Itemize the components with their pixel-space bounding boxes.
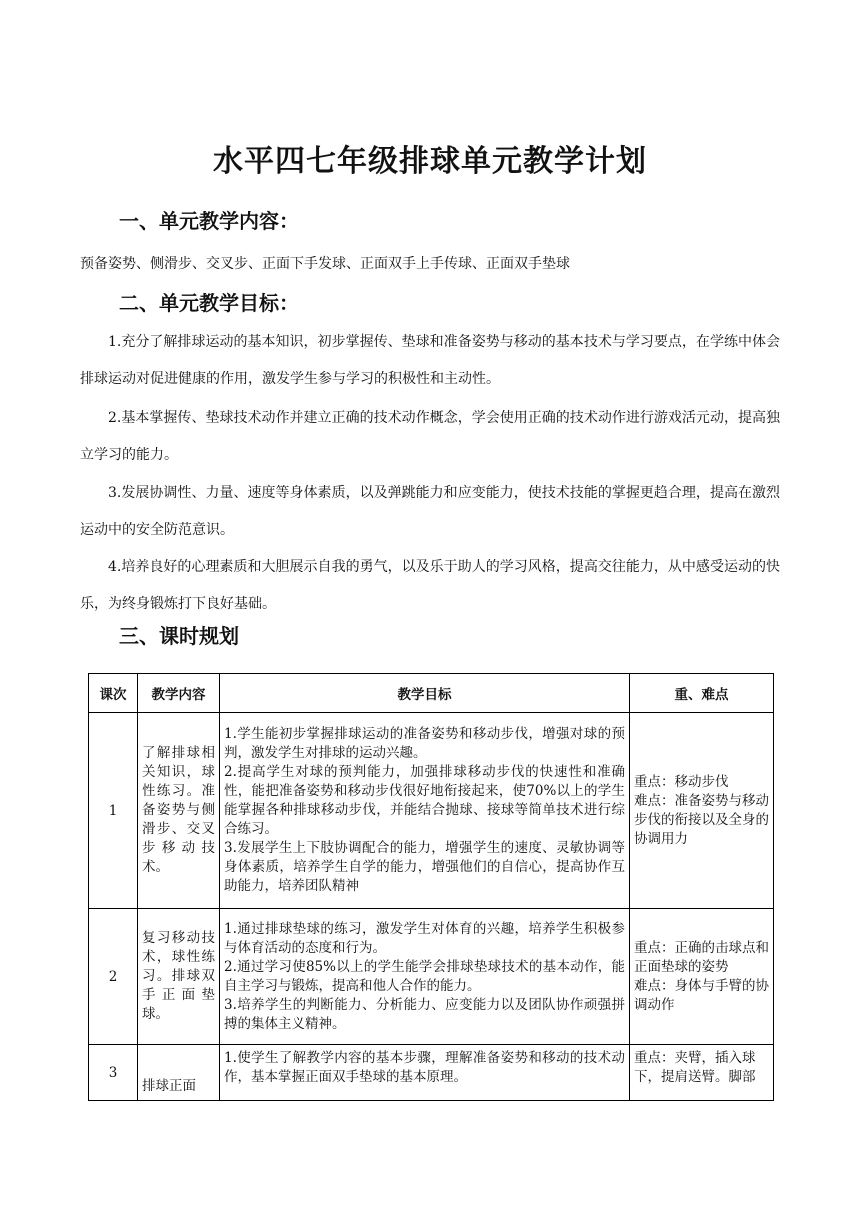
table-row: [89, 1045, 774, 1101]
section-heading-schedule: 三、课时规划: [119, 624, 239, 648]
goal-item: 1.使学生了解教学内容的基本步骤，理解准备姿势和移动的技术动作，基本掌握正面双手垫球的基本原理。: [224, 1050, 625, 1085]
section-heading-content: 一、单元教学内容：: [119, 209, 299, 233]
lesson-goals: [220, 713, 630, 909]
goal-paragraph-2: 2.基本掌握传、垫球技术动作并建立正确的技术动作概念，学会使用正确的技术动作进行游戏活元动，提高独立学习的能力。: [80, 410, 780, 463]
lesson-number: 2: [89, 909, 138, 1045]
lesson-goals: [220, 909, 630, 1045]
header-content: 教学内容: [138, 674, 220, 713]
document-title: 水平四七年级排球单元教学计划: [213, 144, 647, 179]
goal-item: 1.学生能初步掌握排球运动的准备姿势和移动步伐，增强对球的预判，激发学生对排球的运动兴趣。: [224, 726, 625, 761]
goal-paragraph-3: 3.发展协调性、力量、速度等身体素质，以及弹跳能力和应变能力，使技术技能的掌握更趋合理，提高在激烈运动中的安全防范意识。: [80, 485, 780, 538]
lesson-content: 了解排球相关知识，球性练习。准备姿势与侧滑步、交叉步移动技术。: [138, 713, 220, 909]
lesson-goals: [220, 1045, 630, 1101]
lesson-number: 3: [89, 1045, 138, 1101]
lesson-content: 排球正面: [138, 1045, 220, 1101]
goal-paragraph-1: 1.充分了解排球运动的基本知识，初步掌握传、垫球和准备姿势与移动的基本技术与学习要点，在学练中体会排球运动对促进健康的作用，激发学生参与学习的积极性和主动性。: [80, 334, 780, 387]
key-point: 重点：夹臂，插入球下，提肩送臂。脚部: [634, 1050, 756, 1085]
goal-item: 2.通过学习使85%以上的学生能学会排球垫球技术的基本动作，能自主学习与锻炼，提高和他人合作的能力。: [224, 958, 625, 994]
goal-paragraph-4: 4.培养良好的心理素质和大胆展示自我的勇气，以及乐于助人的学习风格，提高交往能力，从中感受运动的快乐，为终身锻炼打下良好基础。: [80, 559, 780, 612]
table-row: [89, 909, 774, 1045]
header-lesson: 课次: [89, 674, 138, 713]
difficulty-point: 难点：身体与手臂的协调动作: [634, 977, 769, 1013]
unit-content-text: 预备姿势、侧滑步、交叉步、正面下手发球、正面双手上手传球、正面双手垫球: [80, 256, 570, 272]
table-row: [89, 713, 774, 909]
lesson-key-points: [630, 909, 774, 1045]
header-goals: 教学目标: [220, 674, 630, 713]
lesson-plan-table: [88, 673, 774, 1101]
header-key-points: 重、难点: [630, 674, 774, 713]
goal-item: 3.培养学生的判断能力、分析能力、应变能力以及团队协作顽强拼搏的集体主义精神。: [224, 996, 625, 1032]
key-point: 重点：移动步伐: [634, 773, 729, 790]
goal-item: 1.通过排球垫球的练习，激发学生对体育的兴趣，培养学生积极参与体育活动的态度和行为。: [224, 920, 625, 956]
table-header-row: [89, 674, 774, 713]
goal-item: 2.提高学生对球的预判能力，加强排球移动步伐的快速性和准确性，能把准备姿势和移动步伐很好地衔接起来，使70%以上的学生能掌握各种排球移动步伐，并能结合抛球、接球等简单技术进行综合练习。: [224, 764, 625, 837]
key-point: 重点：正确的击球点和正面垫球的姿势: [634, 939, 769, 975]
lesson-key-points: [630, 1045, 774, 1101]
goal-item: 3.发展学生上下肢协调配合的能力，增强学生的速度、灵敏协调等身体素质，培养学生自学的能力，增强他们的自信心，提高协作互助能力，培养团队精神: [224, 840, 625, 894]
lesson-content: 复习移动技术，球性练习。排球双手正面垫球。: [138, 909, 220, 1045]
section-heading-goals: 二、单元教学目标：: [119, 291, 299, 315]
difficulty-point: 难点：准备姿势与移动步伐的衔接以及全身的协调用力: [634, 792, 769, 847]
lesson-number: 1: [89, 713, 138, 909]
lesson-key-points: [630, 713, 774, 909]
